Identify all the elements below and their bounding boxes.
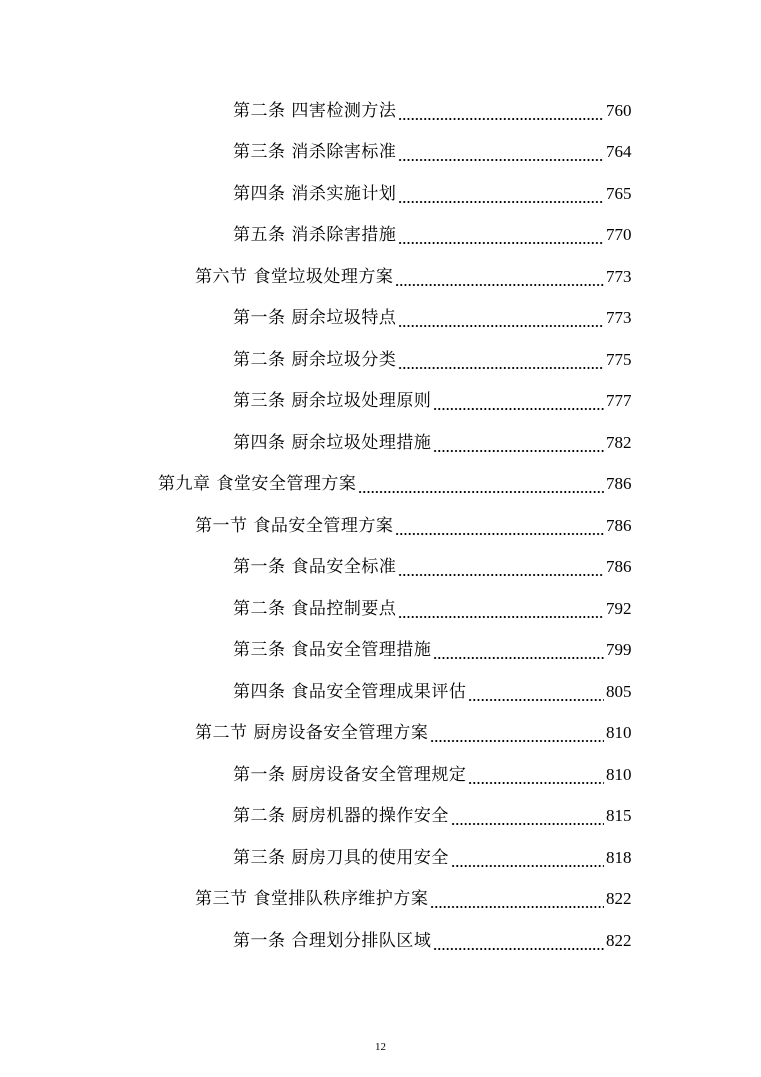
dot-leader xyxy=(395,516,604,536)
toc-entry-title: 第四条 厨余垃圾处理措施 xyxy=(233,432,432,453)
toc-entry-page: 805 xyxy=(606,681,632,701)
toc-entry-page: 810 xyxy=(606,764,632,784)
toc-entry[interactable] xyxy=(0,754,761,796)
toc-entry-title: 第二条 厨房机器的操作安全 xyxy=(233,806,449,827)
toc-section-entry[interactable] xyxy=(0,713,761,755)
dot-leader xyxy=(398,101,604,121)
toc-entry-page: 764 xyxy=(606,142,632,162)
toc-entry-page: 782 xyxy=(606,432,632,452)
dot-leader xyxy=(468,682,604,702)
toc-entry-title: 第二节 厨房设备安全管理方案 xyxy=(195,723,429,744)
dot-leader xyxy=(430,723,604,743)
toc-entry[interactable] xyxy=(0,132,761,174)
toc-entry[interactable] xyxy=(0,381,761,423)
table-of-contents xyxy=(0,90,761,962)
toc-entry-title: 第三条 食品安全管理措施 xyxy=(233,640,432,661)
toc-entry[interactable] xyxy=(0,920,761,962)
toc-entry-page: 770 xyxy=(606,225,632,245)
toc-entry-page: 815 xyxy=(606,806,632,826)
toc-entry-title: 第四条 消杀实施计划 xyxy=(233,183,397,204)
toc-entry-page: 773 xyxy=(606,308,632,328)
toc-entry-title: 第三条 消杀除害标准 xyxy=(233,142,397,163)
toc-entry-page: 810 xyxy=(606,723,632,743)
toc-entry-title: 第一条 厨余垃圾特点 xyxy=(233,308,397,329)
toc-entry[interactable] xyxy=(0,588,761,630)
toc-entry-page: 786 xyxy=(606,515,632,535)
dot-leader xyxy=(398,225,604,245)
toc-entry-page: 799 xyxy=(606,640,632,660)
dot-leader xyxy=(433,391,604,411)
dot-leader xyxy=(451,848,604,868)
toc-entry[interactable] xyxy=(0,298,761,340)
dot-leader xyxy=(395,267,604,287)
toc-chapter-entry[interactable] xyxy=(0,464,761,506)
toc-entry-page: 822 xyxy=(606,889,632,909)
toc-entry-title: 第九章 食堂安全管理方案 xyxy=(158,474,357,495)
toc-entry-title: 第三条 厨房刀具的使用安全 xyxy=(233,847,449,868)
toc-entry[interactable] xyxy=(0,547,761,589)
dot-leader xyxy=(398,142,604,162)
toc-section-entry[interactable] xyxy=(0,505,761,547)
toc-entry-page: 777 xyxy=(606,391,632,411)
toc-entry[interactable] xyxy=(0,837,761,879)
toc-entry-title: 第三节 食堂排队秩序维护方案 xyxy=(195,889,429,910)
toc-entry[interactable] xyxy=(0,796,761,838)
dot-leader xyxy=(398,308,604,328)
dot-leader xyxy=(430,889,604,909)
toc-entry-title: 第二条 四害检测方法 xyxy=(233,100,397,121)
toc-entry-page: 775 xyxy=(606,349,632,369)
toc-entry[interactable] xyxy=(0,215,761,257)
toc-entry[interactable] xyxy=(0,630,761,672)
dot-leader xyxy=(358,474,604,494)
toc-entry-page: 760 xyxy=(606,100,632,120)
dot-leader xyxy=(451,806,604,826)
toc-entry-page: 765 xyxy=(606,183,632,203)
toc-entry[interactable] xyxy=(0,671,761,713)
toc-section-entry[interactable] xyxy=(0,879,761,921)
toc-entry-page: 773 xyxy=(606,266,632,286)
dot-leader xyxy=(433,433,604,453)
toc-entry-title: 第一条 厨房设备安全管理规定 xyxy=(233,764,467,785)
dot-leader xyxy=(398,599,604,619)
toc-entry[interactable] xyxy=(0,422,761,464)
toc-entry-title: 第四条 食品安全管理成果评估 xyxy=(233,681,467,702)
toc-entry-title: 第一条 食品安全标准 xyxy=(233,557,397,578)
dot-leader xyxy=(398,184,604,204)
toc-entry[interactable] xyxy=(0,339,761,381)
toc-entry-title: 第一节 食品安全管理方案 xyxy=(195,515,394,536)
toc-entry[interactable] xyxy=(0,173,761,215)
dot-leader xyxy=(398,557,604,577)
toc-entry-title: 第一条 合理划分排队区域 xyxy=(233,930,432,951)
toc-entry-title: 第五条 消杀除害措施 xyxy=(233,225,397,246)
toc-entry-title: 第二条 食品控制要点 xyxy=(233,598,397,619)
toc-entry-page: 818 xyxy=(606,847,632,867)
dot-leader xyxy=(433,931,604,951)
toc-entry-page: 822 xyxy=(606,930,632,950)
toc-entry[interactable] xyxy=(0,90,761,132)
toc-entry-title: 第六节 食堂垃圾处理方案 xyxy=(195,266,394,287)
dot-leader xyxy=(433,640,604,660)
toc-section-entry[interactable] xyxy=(0,256,761,298)
dot-leader xyxy=(398,350,604,370)
toc-entry-page: 792 xyxy=(606,598,632,618)
toc-entry-page: 786 xyxy=(606,474,632,494)
toc-entry-title: 第三条 厨余垃圾处理原则 xyxy=(233,391,432,412)
toc-entry-page: 786 xyxy=(606,557,632,577)
page-number: 12 xyxy=(375,1041,386,1053)
dot-leader xyxy=(468,765,604,785)
toc-entry-title: 第二条 厨余垃圾分类 xyxy=(233,349,397,370)
